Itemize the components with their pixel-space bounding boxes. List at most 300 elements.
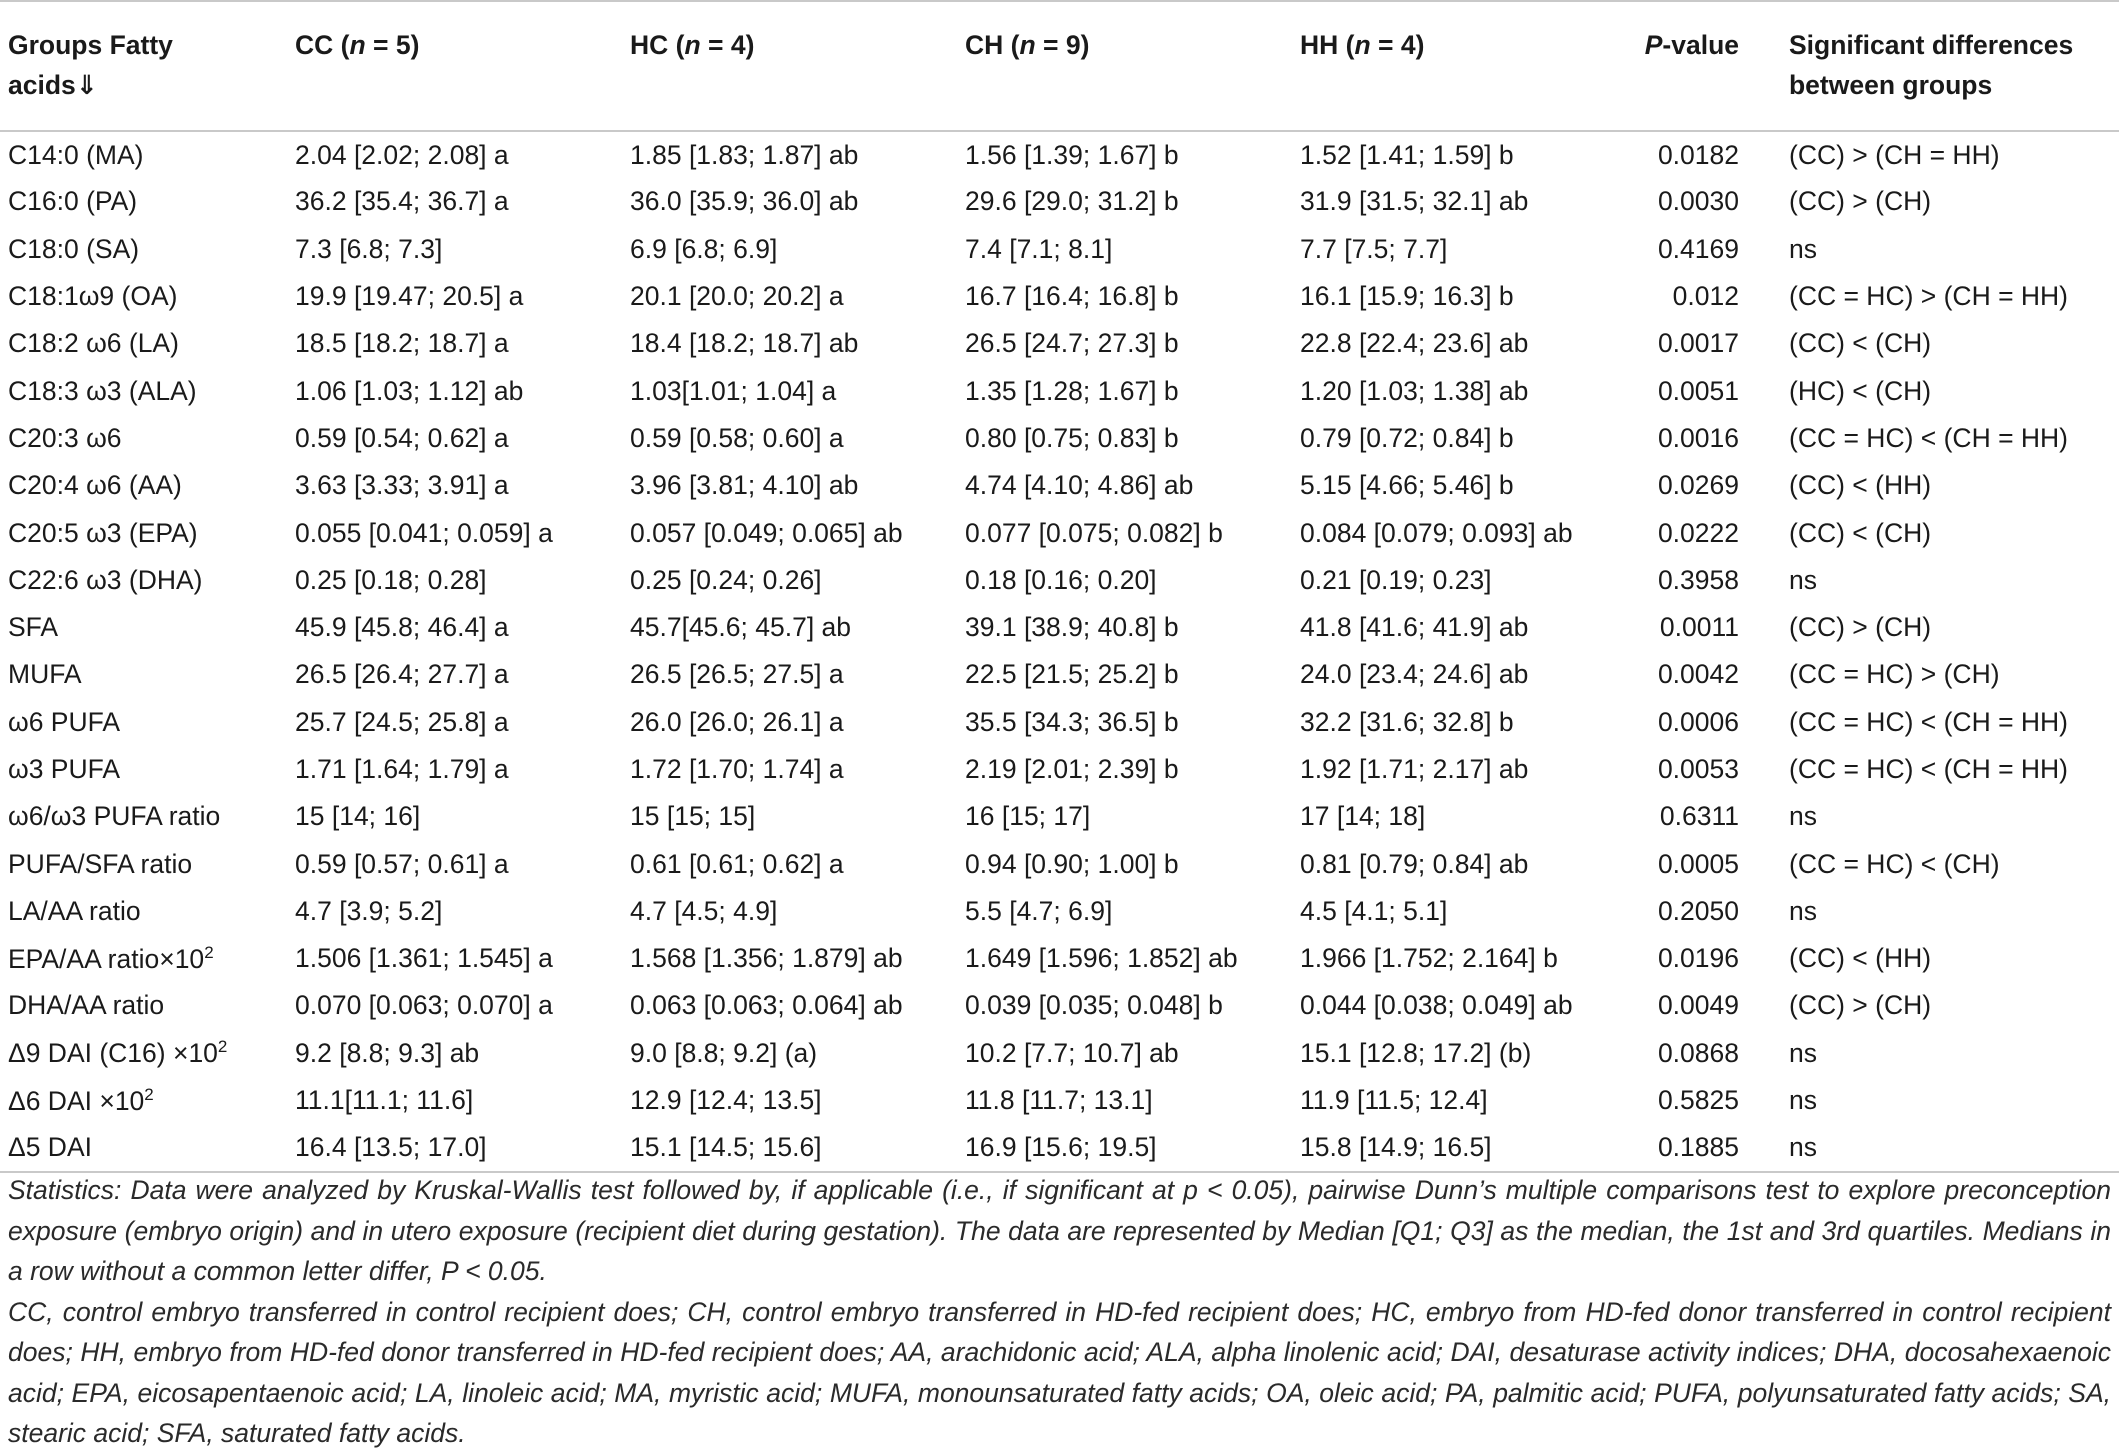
cell-hh	[1292, 746, 1614, 793]
cell-hc	[622, 935, 957, 982]
row-label	[0, 178, 287, 225]
cell-cc	[287, 604, 622, 651]
cell-hh-text: 0.044 [0.038; 0.049] ab	[1300, 990, 1573, 1021]
row-label-text: PUFA/SFA ratio	[8, 848, 193, 879]
row-label-text: C20:5 ω3 (EPA)	[8, 517, 198, 548]
cell-cc	[287, 840, 622, 887]
cell-p-value	[1614, 699, 1759, 746]
cell-ch-text: 1.649 [1.596; 1.852] ab	[965, 943, 1238, 974]
cell-significance-text: (CC = HC) < (CH = HH)	[1789, 422, 2069, 453]
cell-hh	[1292, 888, 1614, 935]
cell-hc	[622, 367, 957, 414]
cell-cc-text: 0.59 [0.57; 0.61] a	[295, 848, 509, 879]
cell-ch-text: 39.1 [38.9; 40.8] b	[965, 612, 1179, 643]
cell-cc	[287, 888, 622, 935]
cell-cc-text: 36.2 [35.4; 36.7] a	[295, 186, 509, 217]
cell-hc-text: 1.03[1.01; 1.04] a	[630, 375, 837, 406]
table-row	[0, 982, 2119, 1029]
cell-p-value	[1614, 935, 1759, 982]
cell-hc	[622, 178, 957, 225]
cell-ch	[957, 320, 1292, 367]
cell-p-value	[1614, 604, 1759, 651]
table-row	[0, 746, 2119, 793]
row-label	[0, 557, 287, 604]
cell-hh	[1292, 320, 1614, 367]
cell-p-value-text: 0.0005	[1657, 848, 1739, 879]
cell-p-value-text: 0.0196	[1657, 943, 1739, 974]
cell-hc	[622, 1124, 957, 1171]
cell-p-value-text: 0.0017	[1657, 328, 1739, 359]
cell-hh-text: 5.15 [4.66; 5.46] b	[1300, 470, 1514, 501]
cell-cc	[287, 509, 622, 556]
cell-hh	[1292, 557, 1614, 604]
cell-hc-text: 1.85 [1.83; 1.87] ab	[630, 139, 859, 170]
cell-significance-text: ns	[1789, 564, 1817, 595]
cell-hc-text: 36.0 [35.9; 36.0] ab	[630, 186, 859, 217]
row-label	[0, 462, 287, 509]
cell-significance	[1759, 273, 2119, 320]
cell-significance-text: (CC = HC) > (CH = HH)	[1789, 281, 2069, 312]
cell-significance-text: ns	[1789, 1085, 1817, 1116]
cell-hc-text: 26.0 [26.0; 26.1] a	[630, 706, 844, 737]
cell-hc-text: 15 [15; 15]	[630, 801, 756, 832]
row-label-superscript: 2	[217, 1037, 228, 1057]
cell-hh	[1292, 1030, 1614, 1077]
cell-hh	[1292, 793, 1614, 840]
cell-significance-text: ns	[1789, 801, 1817, 832]
cell-significance	[1759, 604, 2119, 651]
row-label	[0, 273, 287, 320]
cell-hh-text: 4.5 [4.1; 5.1]	[1300, 895, 1448, 926]
row-label-text: C18:2 ω6 (LA)	[8, 328, 179, 359]
cell-hh	[1292, 699, 1614, 746]
cell-cc-text: 1.506 [1.361; 1.545] a	[295, 943, 553, 974]
cell-significance-text: (CC = HC) > (CH)	[1789, 659, 2000, 690]
cell-significance	[1759, 320, 2119, 367]
cell-cc	[287, 415, 622, 462]
cell-significance-text: ns	[1789, 1037, 1817, 1068]
cell-cc-text: 18.5 [18.2; 18.7] a	[295, 328, 509, 359]
cell-p-value-text: 0.0269	[1657, 470, 1739, 501]
cell-significance	[1759, 415, 2119, 462]
row-label-text: C20:3 ω6	[8, 422, 122, 453]
cell-ch	[957, 982, 1292, 1029]
cell-hc	[622, 888, 957, 935]
cell-hc-text: 0.25 [0.24; 0.26]	[630, 564, 822, 595]
header-sig-line1: Significant differences	[1789, 30, 2074, 60]
table-row	[0, 793, 2119, 840]
cell-ch	[957, 367, 1292, 414]
cell-significance	[1759, 226, 2119, 273]
row-label	[0, 935, 287, 982]
cell-p-value	[1614, 320, 1759, 367]
cell-hh-text: 17 [14; 18]	[1300, 801, 1426, 832]
cell-ch-text: 0.80 [0.75; 0.83] b	[965, 422, 1179, 453]
cell-cc-text: 25.7 [24.5; 25.8] a	[295, 706, 509, 737]
cell-hc-text: 0.59 [0.58; 0.60] a	[630, 422, 844, 453]
table-row	[0, 131, 2119, 178]
cell-hc	[622, 746, 957, 793]
cell-hc-text: 3.96 [3.81; 4.10] ab	[630, 470, 859, 501]
cell-ch-text: 7.4 [7.1; 8.1]	[965, 233, 1113, 264]
table-row	[0, 1124, 2119, 1171]
cell-cc	[287, 226, 622, 273]
cell-significance-text: (CC) > (CH)	[1789, 990, 1932, 1021]
cell-p-value	[1614, 888, 1759, 935]
cell-significance	[1759, 840, 2119, 887]
row-label	[0, 367, 287, 414]
cell-hh-text: 7.7 [7.5; 7.7]	[1300, 233, 1448, 264]
cell-cc	[287, 746, 622, 793]
row-label-text: C20:4 ω6 (AA)	[8, 470, 182, 501]
cell-hh-text: 32.2 [31.6; 32.8] b	[1300, 706, 1514, 737]
header-groups-line2: acids⇓	[8, 70, 98, 100]
table-row	[0, 367, 2119, 414]
cell-hh-text: 0.81 [0.79; 0.84] ab	[1300, 848, 1529, 879]
row-label-text: C14:0 (MA)	[8, 139, 144, 170]
header-p-rest: -value	[1662, 30, 1739, 60]
cell-hc	[622, 320, 957, 367]
cell-hh-text: 16.1 [15.9; 16.3] b	[1300, 281, 1514, 312]
header-hc	[622, 1, 957, 131]
cell-ch-text: 11.8 [11.7; 13.1]	[965, 1085, 1153, 1116]
table-row	[0, 1077, 2119, 1124]
cell-p-value-text: 0.0182	[1657, 139, 1739, 170]
cell-hh-text: 31.9 [31.5; 32.1] ab	[1300, 186, 1529, 217]
cell-hc	[622, 982, 957, 1029]
cell-hc	[622, 651, 957, 698]
table-row	[0, 840, 2119, 887]
cell-p-value-text: 0.0042	[1657, 659, 1739, 690]
cell-p-value-text: 0.0051	[1657, 375, 1739, 406]
cell-significance	[1759, 746, 2119, 793]
cell-p-value-text: 0.5825	[1657, 1085, 1739, 1116]
cell-ch	[957, 651, 1292, 698]
cell-significance-text: ns	[1789, 233, 1817, 264]
cell-hc	[622, 1077, 957, 1124]
cell-hc	[622, 415, 957, 462]
cell-hh	[1292, 131, 1614, 178]
cell-hh-text: 1.92 [1.71; 2.17] ab	[1300, 754, 1529, 784]
cell-ch-text: 0.18 [0.16; 0.20]	[965, 564, 1157, 595]
cell-significance	[1759, 509, 2119, 556]
table-row	[0, 415, 2119, 462]
cell-cc	[287, 178, 622, 225]
row-label	[0, 226, 287, 273]
cell-p-value-text: 0.0011	[1659, 612, 1739, 643]
cell-hh	[1292, 651, 1614, 698]
cell-p-value-text: 0.1885	[1657, 1131, 1739, 1162]
table-row	[0, 462, 2119, 509]
cell-cc-text: 7.3 [6.8; 7.3]	[295, 233, 443, 264]
cell-hh	[1292, 462, 1614, 509]
cell-ch	[957, 131, 1292, 178]
cell-hh	[1292, 273, 1614, 320]
table-row	[0, 699, 2119, 746]
cell-cc-text: 0.59 [0.54; 0.62] a	[295, 422, 509, 453]
cell-hh-text: 0.084 [0.079; 0.093] ab	[1300, 517, 1573, 548]
header-significant-differences	[1759, 1, 2119, 131]
cell-cc	[287, 982, 622, 1029]
header-groups-line1: Groups Fatty	[8, 30, 173, 60]
row-label	[0, 651, 287, 698]
cell-significance	[1759, 982, 2119, 1029]
cell-significance-text: (CC) > (CH)	[1789, 186, 1932, 217]
cell-cc-text: 11.1[11.1; 11.6]	[295, 1085, 474, 1116]
header-groups-fatty-acids	[0, 1, 287, 131]
table-row	[0, 651, 2119, 698]
row-label-text: Δ9 DAI (C16) ×10	[8, 1038, 218, 1069]
row-label-text: C18:3 ω3 (ALA)	[8, 375, 197, 406]
cell-hh-text: 11.9 [11.5; 12.4]	[1300, 1085, 1488, 1116]
header-hc-label: HC (	[630, 30, 685, 60]
header-p-value	[1614, 1, 1759, 131]
cell-p-value	[1614, 1030, 1759, 1077]
cell-cc	[287, 462, 622, 509]
cell-p-value	[1614, 367, 1759, 414]
cell-ch-text: 26.5 [24.7; 27.3] b	[965, 328, 1179, 359]
cell-significance	[1759, 178, 2119, 225]
cell-ch-text: 0.077 [0.075; 0.082] b	[965, 517, 1223, 548]
cell-ch-text: 10.2 [7.7; 10.7] ab	[965, 1037, 1179, 1068]
cell-hc-text: 9.0 [8.8; 9.2] (a)	[630, 1037, 818, 1068]
cell-p-value-text: 0.6311	[1659, 801, 1739, 832]
cell-ch	[957, 604, 1292, 651]
cell-hc	[622, 557, 957, 604]
cell-ch-text: 22.5 [21.5; 25.2] b	[965, 659, 1179, 690]
cell-cc	[287, 699, 622, 746]
row-label-text: ω3 PUFA	[8, 754, 121, 784]
header-ch-label: CH (	[965, 30, 1020, 60]
cell-cc-text: 1.06 [1.03; 1.12] ab	[295, 375, 524, 406]
row-label	[0, 604, 287, 651]
cell-p-value-text: 0.0222	[1657, 517, 1739, 548]
cell-ch	[957, 226, 1292, 273]
cell-hh	[1292, 226, 1614, 273]
cell-significance-text: (HC) < (CH)	[1789, 375, 1932, 406]
header-hh-count: = 4)	[1370, 30, 1425, 60]
cell-ch-text: 1.35 [1.28; 1.67] b	[965, 375, 1179, 406]
cell-cc	[287, 1124, 622, 1171]
cell-cc-text: 9.2 [8.8; 9.3] ab	[295, 1037, 480, 1068]
cell-significance	[1759, 651, 2119, 698]
row-label	[0, 1077, 287, 1124]
cell-hh-text: 1.20 [1.03; 1.38] ab	[1300, 375, 1529, 406]
cell-significance-text: ns	[1789, 895, 1817, 926]
cell-p-value	[1614, 415, 1759, 462]
header-cc	[287, 1, 622, 131]
row-label-text: MUFA	[8, 659, 82, 690]
row-label-text: Δ6 DAI ×10	[8, 1085, 145, 1116]
cell-cc-text: 0.055 [0.041; 0.059] a	[295, 517, 553, 548]
cell-p-value	[1614, 746, 1759, 793]
header-cc-label: CC (	[295, 30, 350, 60]
table-row	[0, 509, 2119, 556]
cell-ch	[957, 935, 1292, 982]
cell-ch	[957, 509, 1292, 556]
header-cc-count: = 5)	[365, 30, 420, 60]
cell-cc	[287, 651, 622, 698]
cell-hc	[622, 273, 957, 320]
cell-cc-text: 16.4 [13.5; 17.0]	[295, 1131, 487, 1162]
row-label-text: LA/AA ratio	[8, 895, 141, 926]
cell-significance-text: (CC = HC) < (CH = HH)	[1789, 754, 2069, 784]
row-label	[0, 840, 287, 887]
cell-hc	[622, 226, 957, 273]
cell-significance	[1759, 699, 2119, 746]
row-label-text: C16:0 (PA)	[8, 186, 138, 217]
cell-hh	[1292, 935, 1614, 982]
cell-hh	[1292, 367, 1614, 414]
cell-cc	[287, 557, 622, 604]
abbreviations-note: CC, control embryo transferred in control recipient does; CH, control embryo transferred in HD-fed recipient does; HC, embryo from HD-fed donor transferred in control recipient does; HH, embryo from HD-fed donor transferred in HD-fed recipient does; AA, arachidonic acid; ALA, alpha linolenic acid; DAI, desaturase activity indices; DHA, docosahexaenoic acid; EPA, eicosapentaenoic acid; LA, linoleic acid; MA, myristic acid; MUFA, monounsaturated fatty acids; OA, oleic acid; PA, palmitic acid; PUFA, polyunsaturated fatty acids; SA, stearic acid; SFA, saturated fatty acids.	[8, 1296, 2111, 1448]
row-label-text: SFA	[8, 612, 59, 643]
cell-hc	[622, 509, 957, 556]
cell-p-value-text: 0.012	[1672, 281, 1739, 312]
cell-hh-text: 15.8 [14.9; 16.5]	[1300, 1131, 1492, 1162]
cell-hc-text: 18.4 [18.2; 18.7] ab	[630, 328, 859, 359]
cell-cc	[287, 1030, 622, 1077]
cell-p-value-text: 0.0016	[1657, 422, 1739, 453]
cell-hc	[622, 1030, 957, 1077]
cell-significance-text: ns	[1789, 1131, 1817, 1162]
cell-p-value	[1614, 840, 1759, 887]
header-hc-n: n	[684, 30, 701, 60]
cell-cc-text: 45.9 [45.8; 46.4] a	[295, 612, 509, 643]
cell-ch-text: 4.74 [4.10; 4.86] ab	[965, 470, 1194, 501]
cell-hh	[1292, 982, 1614, 1029]
table-row	[0, 320, 2119, 367]
cell-ch-text: 35.5 [34.3; 36.5] b	[965, 706, 1179, 737]
cell-hc-text: 15.1 [14.5; 15.6]	[630, 1131, 822, 1162]
cell-cc	[287, 273, 622, 320]
cell-hh	[1292, 415, 1614, 462]
cell-ch-text: 0.039 [0.035; 0.048] b	[965, 990, 1223, 1021]
cell-cc	[287, 793, 622, 840]
cell-significance	[1759, 1030, 2119, 1077]
cell-p-value	[1614, 1124, 1759, 1171]
cell-hc-text: 1.72 [1.70; 1.74] a	[630, 754, 844, 784]
cell-hh-text: 22.8 [22.4; 23.6] ab	[1300, 328, 1529, 359]
cell-ch-text: 2.19 [2.01; 2.39] b	[965, 754, 1179, 784]
cell-ch-text: 16 [15; 17]	[965, 801, 1091, 832]
header-ch-count: = 9)	[1035, 30, 1090, 60]
cell-significance-text: (CC) < (CH)	[1789, 517, 1932, 548]
cell-cc-text: 1.71 [1.64; 1.79] a	[295, 754, 509, 784]
cell-hh	[1292, 178, 1614, 225]
cell-cc-text: 3.63 [3.33; 3.91] a	[295, 470, 509, 501]
cell-ch	[957, 415, 1292, 462]
cell-significance	[1759, 935, 2119, 982]
cell-significance	[1759, 1124, 2119, 1171]
cell-hh-text: 41.8 [41.6; 41.9] ab	[1300, 612, 1529, 643]
cell-p-value-text: 0.0049	[1657, 990, 1739, 1021]
cell-hc	[622, 840, 957, 887]
row-label	[0, 982, 287, 1029]
cell-hc	[622, 462, 957, 509]
cell-p-value-text: 0.0053	[1657, 754, 1739, 784]
cell-cc	[287, 320, 622, 367]
row-label	[0, 793, 287, 840]
cell-p-value	[1614, 273, 1759, 320]
cell-ch	[957, 1124, 1292, 1171]
row-label-text: ω6 PUFA	[8, 706, 121, 737]
table-header	[0, 1, 2119, 131]
table-row	[0, 604, 2119, 651]
cell-hc-text: 6.9 [6.8; 6.9]	[630, 233, 778, 264]
cell-hc-text: 26.5 [26.5; 27.5] a	[630, 659, 844, 690]
cell-significance-text: (CC) < (CH)	[1789, 328, 1932, 359]
cell-significance	[1759, 888, 2119, 935]
cell-hh-text: 1.52 [1.41; 1.59] b	[1300, 139, 1514, 170]
cell-hc-text: 0.057 [0.049; 0.065] ab	[630, 517, 903, 548]
cell-hc-text: 12.9 [12.4; 13.5]	[630, 1085, 822, 1116]
row-label	[0, 320, 287, 367]
table-body	[0, 131, 2119, 1172]
cell-cc-text: 0.070 [0.063; 0.070] a	[295, 990, 553, 1021]
table-row	[0, 1030, 2119, 1077]
cell-p-value-text: 0.2050	[1657, 895, 1739, 926]
cell-significance	[1759, 793, 2119, 840]
cell-cc-text: 15 [14; 16]	[295, 801, 421, 832]
row-label	[0, 746, 287, 793]
cell-hh-text: 1.966 [1.752; 2.164] b	[1300, 943, 1558, 974]
cell-p-value	[1614, 509, 1759, 556]
cell-p-value-text: 0.0030	[1657, 186, 1739, 217]
cell-significance	[1759, 367, 2119, 414]
cell-ch	[957, 273, 1292, 320]
row-label-text: Δ5 DAI	[8, 1131, 92, 1162]
header-hh-label: HH (	[1300, 30, 1355, 60]
header-hh-n: n	[1354, 30, 1371, 60]
cell-ch	[957, 178, 1292, 225]
cell-cc	[287, 1077, 622, 1124]
cell-ch-text: 5.5 [4.7; 6.9]	[965, 895, 1113, 926]
cell-ch	[957, 699, 1292, 746]
cell-hh-text: 0.79 [0.72; 0.84] b	[1300, 422, 1514, 453]
cell-significance	[1759, 131, 2119, 178]
cell-significance-text: (CC) > (CH)	[1789, 612, 1932, 643]
row-label	[0, 699, 287, 746]
cell-cc	[287, 131, 622, 178]
cell-p-value	[1614, 462, 1759, 509]
cell-hh	[1292, 509, 1614, 556]
cell-p-value-text: 0.3958	[1657, 564, 1739, 595]
header-p-italic: P	[1644, 30, 1663, 60]
cell-significance	[1759, 557, 2119, 604]
cell-ch-text: 1.56 [1.39; 1.67] b	[965, 139, 1179, 170]
cell-ch	[957, 1030, 1292, 1077]
table-row	[0, 935, 2119, 982]
cell-p-value	[1614, 226, 1759, 273]
cell-ch-text: 29.6 [29.0; 31.2] b	[965, 186, 1179, 217]
header-ch	[957, 1, 1292, 131]
cell-p-value-text: 0.4169	[1657, 233, 1739, 264]
table-row	[0, 226, 2119, 273]
table-row	[0, 888, 2119, 935]
row-label-superscript: 2	[144, 1084, 154, 1104]
cell-hh-text: 24.0 [23.4; 24.6] ab	[1300, 659, 1529, 690]
cell-p-value	[1614, 131, 1759, 178]
cell-hh-text: 0.21 [0.19; 0.23]	[1300, 564, 1492, 595]
row-label-text: C22:6 ω3 (DHA)	[8, 564, 203, 595]
table-row	[0, 273, 2119, 320]
statistics-note: Statistics: Data were analyzed by Kruskal-Wallis test followed by, if applicable (i.e., if significant at p < 0.05), pairwise Dunn’s multiple comparisons test to explore preconception exposure (embryo origin) and in utero exposure (recipient diet during gestation). The data are represented by Median [Q1; Q3] as the median, the 1st and 3rd quartiles. Medians in a row without a common letter differ, P < 0.05.	[8, 1175, 2111, 1286]
cell-significance	[1759, 462, 2119, 509]
header-hh	[1292, 1, 1614, 131]
row-label-text: ω6/ω3 PUFA ratio	[8, 801, 221, 832]
cell-hc-text: 0.61 [0.61; 0.62] a	[630, 848, 844, 879]
